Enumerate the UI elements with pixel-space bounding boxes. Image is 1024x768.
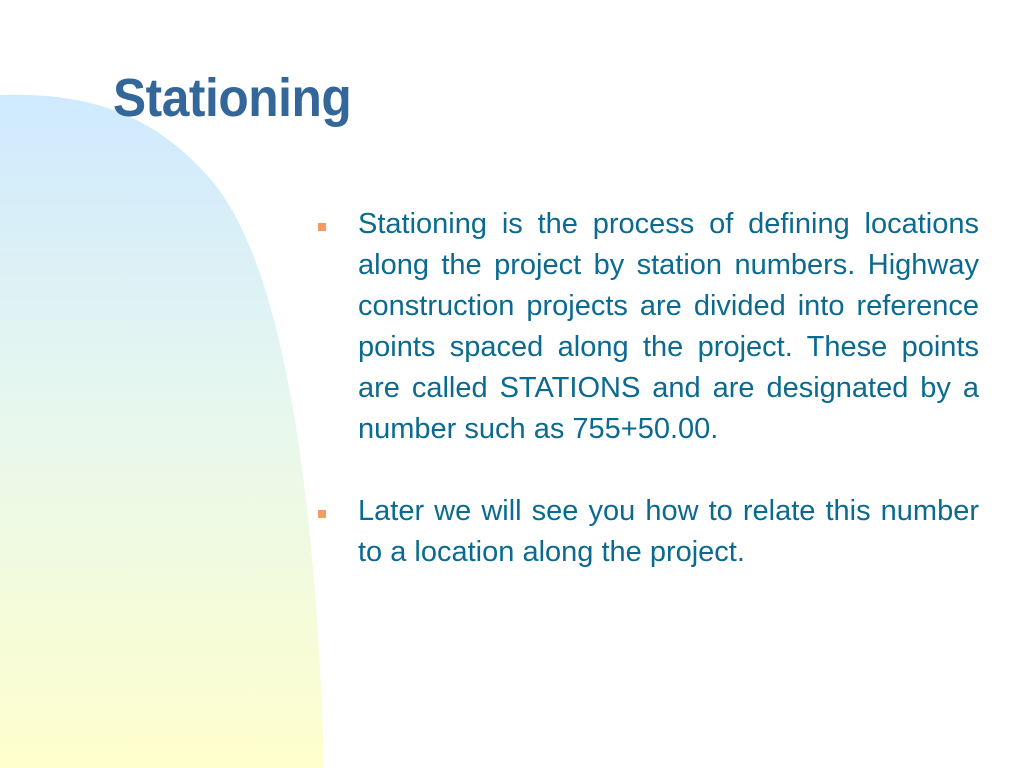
square-bullet-icon — [318, 223, 326, 231]
bullet-item — [318, 491, 979, 573]
bullet-list — [318, 204, 979, 573]
slide-title: Stationing — [113, 68, 352, 128]
bullet-text: Later we will see you how to relate this number to a location along the project. — [358, 495, 979, 568]
square-bullet-icon — [318, 510, 326, 518]
bullet-text: Stationing is the process of defining locations along the project by station numbers. Highway construction projects are divided into reference points spaced along the project. These points are called STATIONS and are designated by a number such as 755+50.00. — [358, 208, 979, 445]
bullet-item — [318, 204, 979, 450]
